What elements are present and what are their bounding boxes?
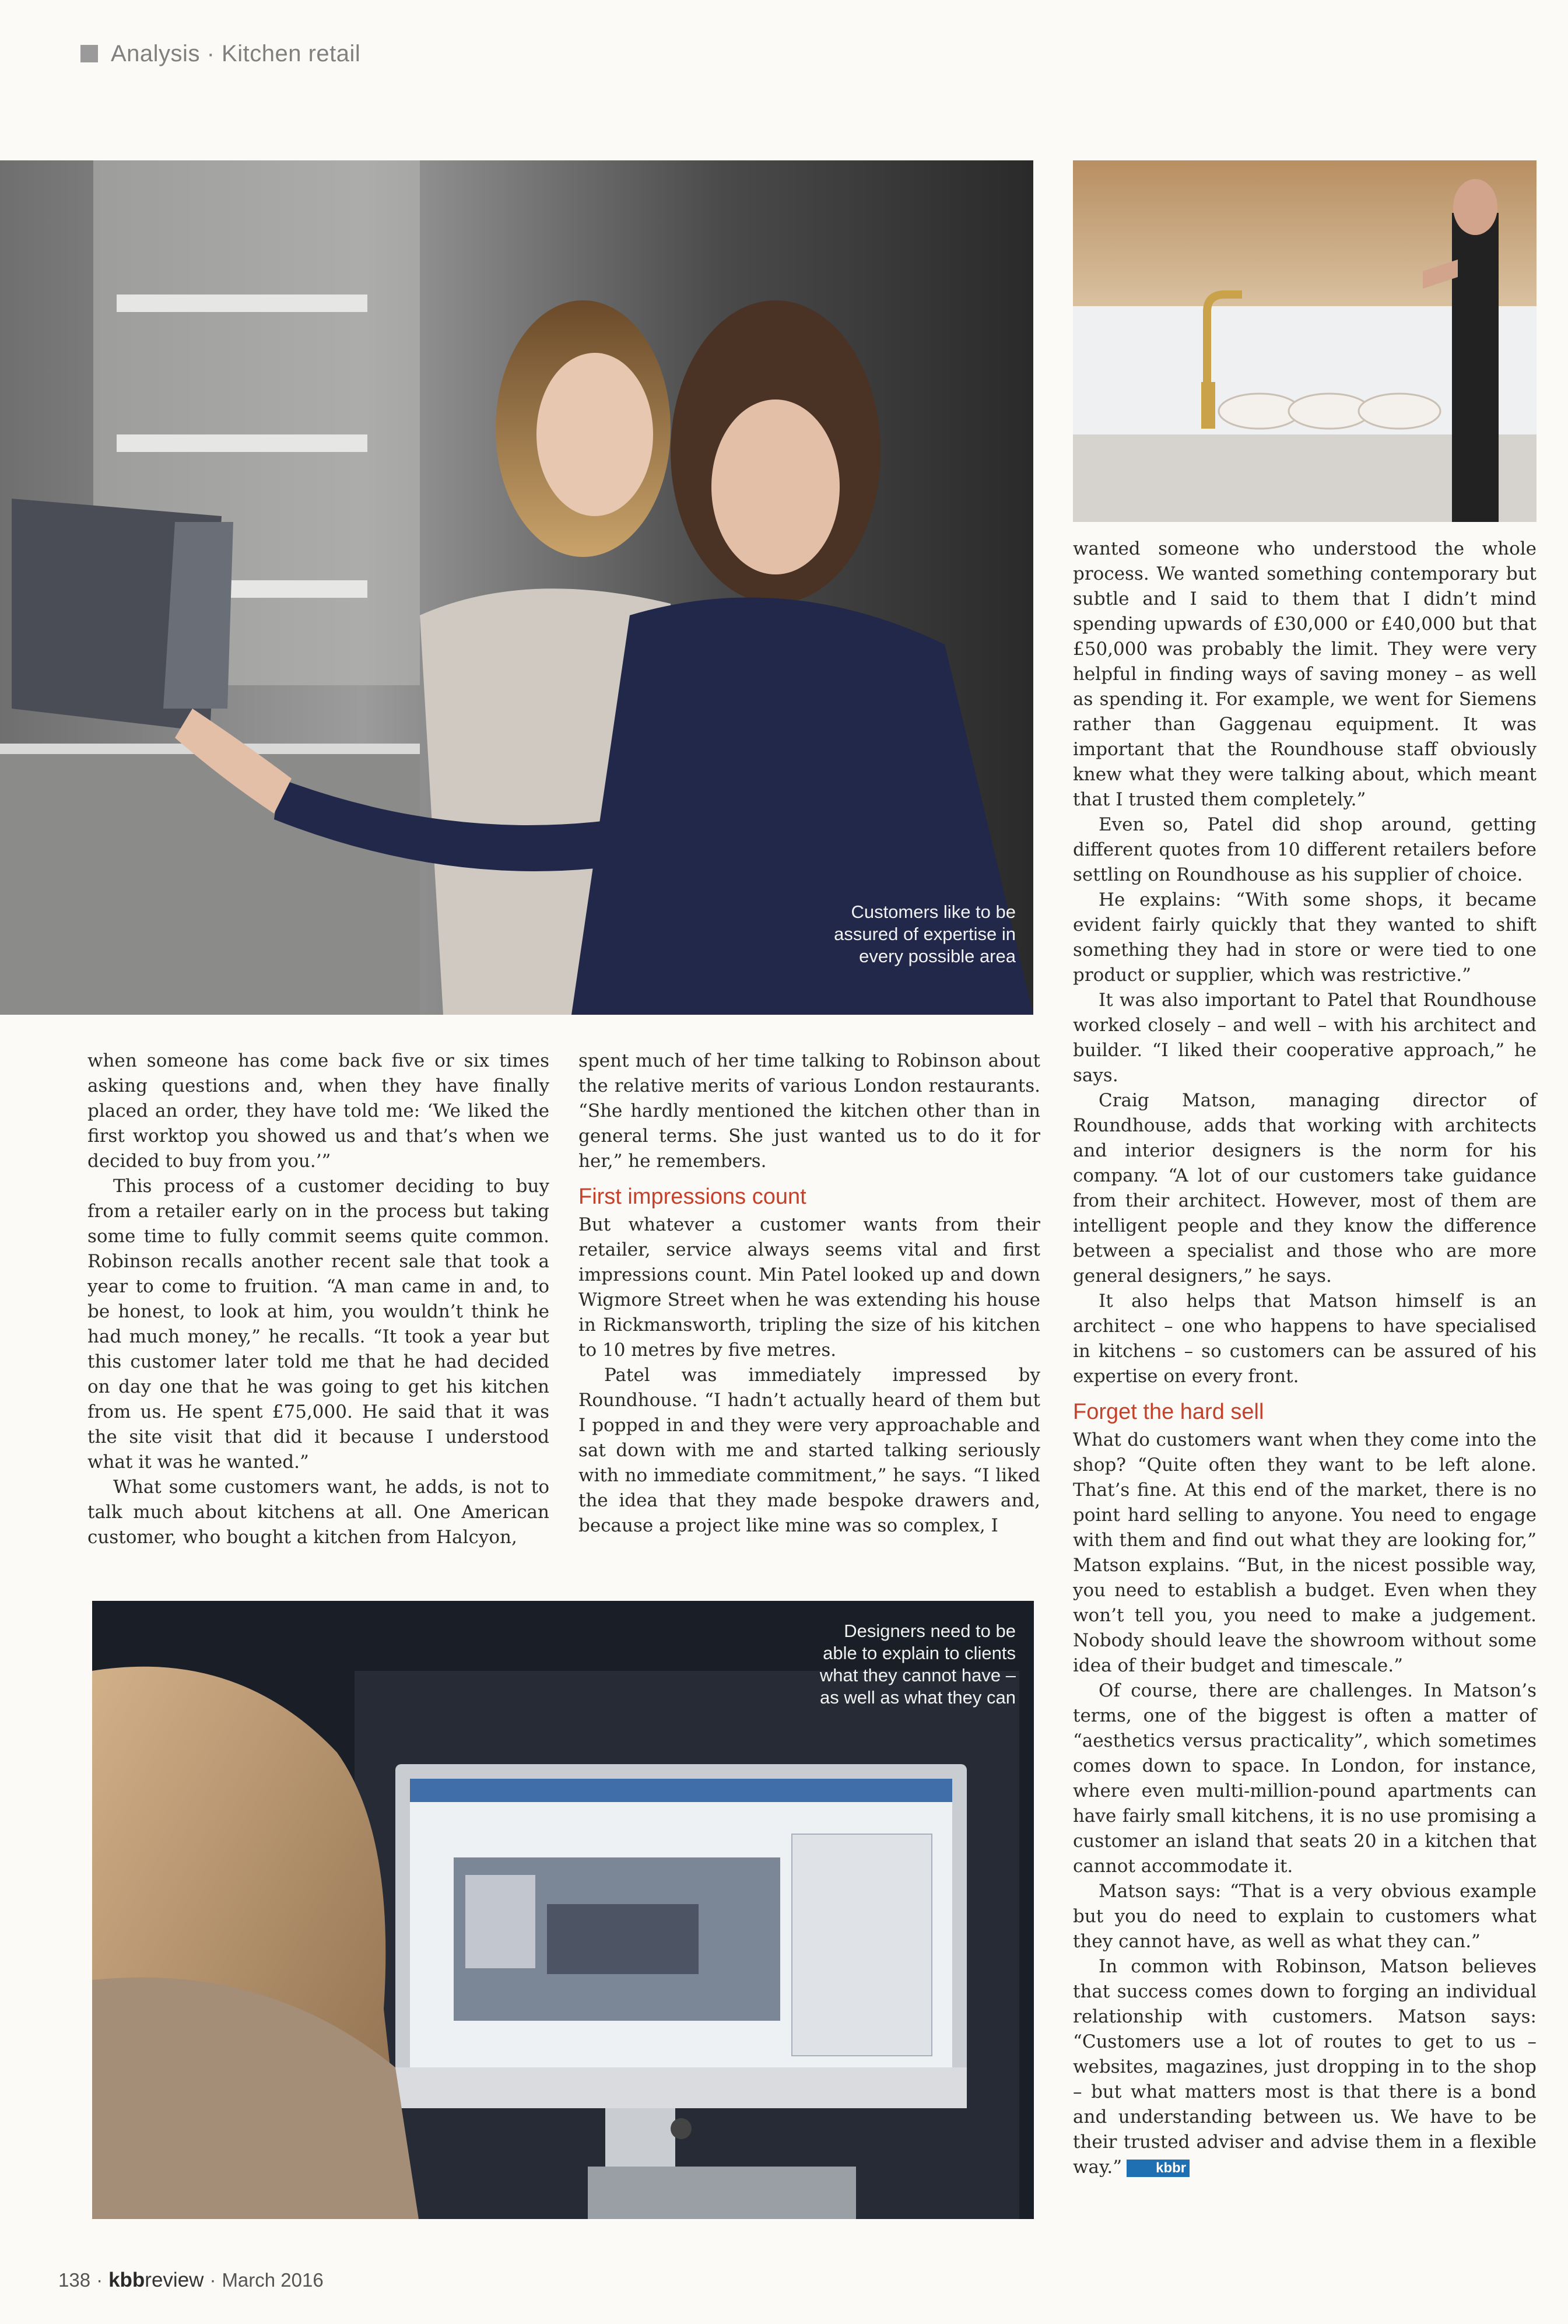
paragraph: This process of a customer deciding to buy from a retailer early on in the process but taking some time to fully commit seems quite common. Robinson recalls another recent sale that took a year to come to fruition. “A man came in and, to be honest, to look at him, you wouldn’t think he had much money,” he recalls. “It took a year but this customer later told me that he had decided on day one that he was going to get his kitchen from us. He spent £75,000. He said that it was the site visit that did it because I understood what it was he wanted.”: [87, 1176, 549, 1473]
paragraph: spent much of her time talking to Robinson about the relative merits of various London restaurants. “She hardly mentioned the kitchen other than in general terms. She just wanted us to do it for her,” he remembers.: [578, 1050, 1040, 1172]
article-column-1: [87, 1049, 549, 1550]
closing-paragraph-text: In common with Robinson, Matson believes that success comes down to forging an individual relationship with customers. Matson says: “Customers use a lot of routes to get to us – websites, magazines, just dropping in to the shop – but what matters most is that there is a bond and understanding between us. We have to be their trusted adviser and advise them in a flexible way.”: [1073, 1956, 1537, 2178]
subhead-first-impressions: First impressions count: [578, 1184, 806, 1209]
paragraph: He explains: “With some shops, it became evident fairly quickly that they wanted to shift something they had in store or were tied to one product or supplier, which was restrictive.”: [1073, 889, 1537, 986]
magazine-brand: [108, 2269, 204, 2292]
paragraph: But whatever a customer wants from their retailer, service always seems vital and first impressions count. Min Patel looked up and down Wigmore Street when he was extending his house in Rickmansworth, tripling the size of his kitchen to 10 metres by five metres.: [578, 1214, 1040, 1361]
caption-line: every possible area: [859, 946, 1016, 966]
brand-suffix: review: [145, 2269, 204, 2291]
header-section: Analysis: [111, 40, 200, 66]
caption-line: as well as what they can: [819, 1687, 1016, 1708]
paragraph: [1073, 1954, 1537, 2180]
paragraph: Even so, Patel did shop around, getting different quotes from 10 different retailers before settling on Roundhouse as his supplier of choice.: [1073, 814, 1537, 885]
end-mark-logo: kbbr: [1127, 2160, 1190, 2177]
footer-separator: ·: [209, 2269, 216, 2291]
side-photo-illustration: [1073, 160, 1537, 522]
paragraph: Matson says: “That is a very obvious example but you do need to explain to customers what they cannot have, as well as what they can.”: [1073, 1881, 1537, 1952]
caption-line: assured of expertise in: [834, 924, 1016, 944]
section-square-icon: [80, 45, 98, 62]
paragraph: What some customers want, he adds, is not to talk much about kitchens at all. One American customer, who bought a kitchen from Halcyon,: [87, 1477, 549, 1548]
bottom-photo-caption: [752, 1620, 1016, 1709]
paragraph: It was also important to Patel that Roundhouse worked closely – and well – with his architect and builder. “I liked their cooperative approach,” he says.: [1073, 990, 1537, 1086]
running-header: [80, 36, 360, 71]
caption-line: able to explain to clients: [823, 1643, 1016, 1663]
caption-line: Customers like to be: [851, 902, 1016, 922]
paragraph: Craig Matson, managing director of Roundhouse, adds that working with architects and interior designers is the norm for his company. “A lot of our customers take guidance from their architect. However, most of them are intelligent people and they know the difference between a specialist and those who are more general designers,” he says.: [1073, 1090, 1537, 1287]
article-column-3: [1073, 537, 1537, 2180]
header-topic: Kitchen retail: [222, 40, 361, 66]
page-footer: [58, 2269, 324, 2298]
side-photo: [1073, 160, 1537, 522]
footer-separator: ·: [96, 2269, 103, 2291]
paragraph: It also helps that Matson himself is an architect – one who happens to have specialised in kitchens – so customers can be assured of his expertise on every front.: [1073, 1291, 1537, 1387]
header-text: [111, 41, 360, 67]
main-photo-caption: [776, 901, 1016, 968]
paragraph: wanted someone who understood the whole process. We wanted something contemporary but subtle and I said to them that I didn’t mind spending upwards of £30,000 or £40,000 but that £50,000 was probably the limit. They were very helpful in finding ways of saving money – as well as spending it. For example, we went for Siemens rather than Gaggenau equipment. It was important that the Roundhouse staff obviously knew what they were talking about, which meant that I trusted them completely.”: [1073, 538, 1537, 810]
paragraph: Patel was immediately impressed by Roundhouse. “I hadn’t actually heard of them but I popped in and they were very approachable and sat down with me and started talking seriously with no immediate commitment,” he says. “I liked the idea that they made bespoke drawers and, because a project like mine was so complex, I: [578, 1365, 1040, 1536]
paragraph: Of course, there are challenges. In Matson’s terms, one of the biggest is often a matter of “aesthetics versus practicality”, which sometimes comes down to space. In London, for instance, where even multi-million-pound apartments can have fairly small kitchens, it is no use promising a customer an island that seats 20 in a kitchen that cannot accommodate it.: [1073, 1680, 1537, 1877]
issue-date: March 2016: [222, 2269, 324, 2291]
main-photo: [0, 160, 1033, 1015]
page-number: 138: [58, 2269, 91, 2291]
brand-prefix: kbb: [108, 2269, 145, 2291]
caption-line: what they cannot have –: [819, 1665, 1016, 1685]
caption-line: Designers need to be: [844, 1621, 1016, 1641]
paragraph: What do customers want when they come into the shop? “Quite often they want to be left alone. That’s fine. At this end of the market, there is no point hard selling to anyone. You need to engage with them and find out what they are looking for,” Matson explains. “But, in the nicest possible way, you need to establish a budget. Even when they won’t tell you, you need to make a judgement. Nobody should leave the showroom without some idea of their budget and timescale.”: [1073, 1429, 1537, 1676]
article-column-2: [578, 1049, 1040, 1538]
paragraph: when someone has come back five or six times asking questions and, when they have finally placed an order, they have told me: ‘We liked the first worktop you showed us and that’s when we decided to buy from you.’”: [87, 1050, 549, 1172]
main-photo-illustration: [0, 160, 1033, 1015]
subhead-forget-the-hard-sell: Forget the hard sell: [1073, 1400, 1264, 1424]
header-separator: ·: [206, 40, 215, 66]
